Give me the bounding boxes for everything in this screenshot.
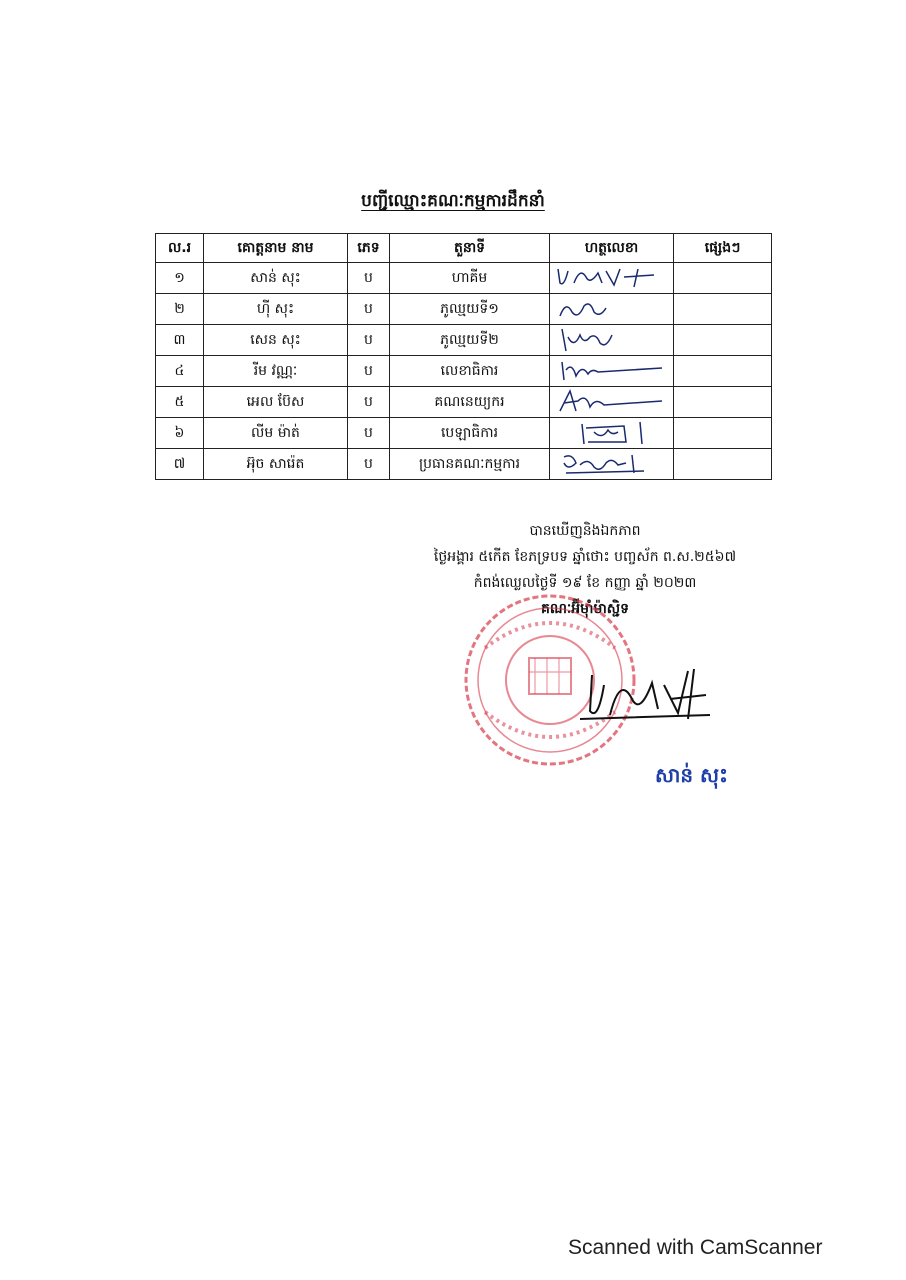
cell-gender: ប — [348, 387, 390, 418]
signature-mark — [554, 265, 666, 291]
table-row — [156, 387, 772, 418]
page-title: បញ្ជីឈ្មោះគណៈកម្មការដឹកនាំ — [361, 191, 545, 211]
table-header-row — [156, 234, 772, 263]
table-row — [156, 449, 772, 480]
scanner-watermark: Scanned with CamScanner — [568, 1236, 823, 1259]
cell-role: ហាគីម — [390, 263, 550, 294]
table-row — [156, 418, 772, 449]
table-row — [156, 263, 772, 294]
official-signature — [570, 655, 720, 735]
header-no: ល.រ — [156, 234, 204, 263]
cell-no: ៥ — [156, 387, 204, 418]
members-table — [155, 233, 772, 480]
cell-note — [674, 356, 772, 387]
cell-role: ប្រធានគណៈកម្មការ — [390, 449, 550, 480]
cell-signature — [550, 418, 674, 449]
cell-name: លីម ម៉ាត់ — [204, 418, 348, 449]
cell-note — [674, 418, 772, 449]
cell-gender: ប — [348, 325, 390, 356]
cell-signature — [550, 387, 674, 418]
approval-line: បានឃើញនិងឯកភាព — [529, 523, 641, 539]
place-date-line: កំពង់ឈ្លេលថ្ងៃទី ១៩ ខែ កញ្ញា ឆ្នាំ ២០២៣ — [473, 575, 697, 591]
cell-name: សេន សុះ — [204, 325, 348, 356]
cell-signature — [550, 263, 674, 294]
cell-gender: ប — [348, 294, 390, 325]
table-row — [156, 325, 772, 356]
cell-no: ៣ — [156, 325, 204, 356]
signature-mark — [554, 296, 666, 322]
table-row — [156, 356, 772, 387]
header-signature: ហត្ថលេខា — [550, 234, 674, 263]
signature-mark — [554, 451, 666, 477]
cell-name: អេល ប៊ែស — [204, 387, 348, 418]
cell-gender: ប — [348, 263, 390, 294]
header-gender: ភេទ — [348, 234, 390, 263]
cell-role: លេខាធិការ — [390, 356, 550, 387]
cell-no: ៦ — [156, 418, 204, 449]
header-role: តួនាទី — [390, 234, 550, 263]
signer-name: សាន់ សុះ — [655, 763, 728, 787]
cell-note — [674, 263, 772, 294]
cell-no: ២ — [156, 294, 204, 325]
cell-note — [674, 325, 772, 356]
cell-role: បេឡាធិការ — [390, 418, 550, 449]
cell-gender: ប — [348, 356, 390, 387]
cell-role: ភូឈ្មយទី១ — [390, 294, 550, 325]
cell-note — [674, 294, 772, 325]
organization-line: គណៈអ៊ីម៉ាំម៉ាស្ជិទ — [540, 601, 629, 617]
cell-signature — [550, 449, 674, 480]
signature-mark — [554, 358, 666, 384]
cell-note — [674, 449, 772, 480]
signature-mark — [554, 327, 666, 353]
cell-no: ១ — [156, 263, 204, 294]
header-note: ផ្សេងៗ — [674, 234, 772, 263]
cell-name: សាន់ សុះ — [204, 263, 348, 294]
cell-role: ភូឈ្មយទី២ — [390, 325, 550, 356]
cell-signature — [550, 294, 674, 325]
cell-note — [674, 387, 772, 418]
cell-role: គណនេយ្យករ — [390, 387, 550, 418]
signature-mark — [554, 420, 666, 446]
cell-gender: ប — [348, 449, 390, 480]
cell-gender: ប — [348, 418, 390, 449]
cell-signature — [550, 356, 674, 387]
lunar-date-line: ថ្ងៃអង្គារ ៥កើត ខែភទ្របទ ឆ្នាំថោះ បញ្ចស័ក ព.ស.២៥៦៧ — [433, 549, 737, 565]
cell-signature — [550, 325, 674, 356]
cell-no: ៧ — [156, 449, 204, 480]
cell-name: ហ៊ី សុះ — [204, 294, 348, 325]
cell-name: អ៊ុច សារ៉េត — [204, 449, 348, 480]
header-name: គោត្តនាម នាម — [204, 234, 348, 263]
signature-mark — [554, 389, 666, 415]
cell-no: ៤ — [156, 356, 204, 387]
table-row — [156, 294, 772, 325]
cell-name: រីម វណ្ណៈ — [204, 356, 348, 387]
